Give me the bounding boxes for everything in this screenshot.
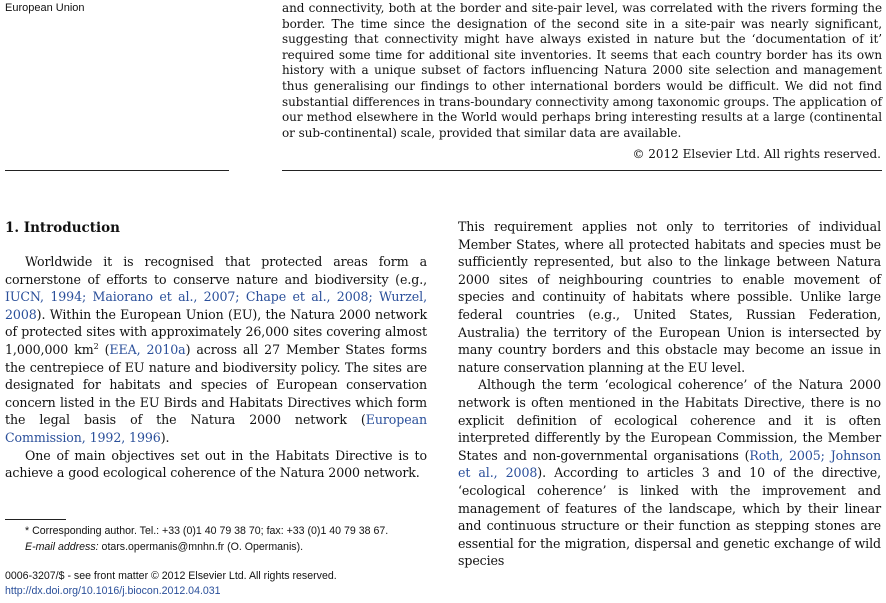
text-run: ). Within the European Union (EU), the Natura 2000 network of protected sites with approximately 26,000 sites covering almost 1,000,000 km (5, 306, 427, 357)
intro-paragraph-1 (5, 253, 427, 447)
front-matter (5, 569, 337, 599)
email-link[interactable]: otars.opermanis@mnhn.fr (101, 541, 225, 553)
issn-line: 0006-3207/$ - see front matter © 2012 Elsevier Ltd. All rights reserved. (5, 570, 337, 582)
text-run: Although the term ‘ecological coherence’ of the Natura 2000 network is often mentioned in the Habitats Directive, there is no explicit definition of ecological coherence and it is often interpreted differently by the European Commission, the Member States and non-governmental organisations ( (458, 377, 881, 463)
left-column (5, 253, 427, 482)
email-label: E-mail address: (25, 541, 99, 553)
footnote-line: * Corresponding author. Tel.: +33 (0)1 40 79 38 70; fax: +33 (0)1 40 79 38 67. (25, 525, 389, 537)
intro-paragraph-2: One of main objectives set out in the Habitats Directive is to achieve a good ecological coherence of the Natura 2000 network. (5, 447, 427, 481)
divider-left (5, 170, 229, 171)
text-run: ) across all 27 Member States forms the centrepiece of EU nature and biodiversity policy. The sites are designated for habitats and species of European conservation concern listed in the EU Birds and Habitats Directives which form the legal basis of the Natura 2000 network ( (5, 341, 428, 428)
text-run: ). According to articles 3 and 10 of the directive, ‘ecological coherence’ is linked with the improvement and management of features of the landscape, which by their linear and continuous structure or their function as stepping stones are essential for the migration, dispersal and genetic exchange of wild species (458, 465, 882, 569)
keywords-tail: European Union (5, 2, 85, 14)
right-paragraph-1: This requirement applies not only to territories of individual Member States, where all protected habitats and species must be sufficiently represented, but also to the linkage between Natura 2000 sites of neighbouring countries to enable movement of species and continuity of habitats where possible. Unlike large federal countries (e.g., United States, Russian Federation, Australia) the territory of the European Union is intersected by many country borders and this obstacle may become an issue in nature conservation planning at the EU level. (458, 219, 881, 375)
section-heading: 1. Introduction (5, 220, 120, 236)
right-column (458, 218, 881, 570)
divider-right (282, 170, 882, 171)
superscript: 2 (93, 341, 99, 351)
footnote-email-line (5, 539, 435, 555)
citation-link[interactable]: IUCN, 1994; Maiorano et al., 2007; Chape et al., 2008; Wurzel, 2008 (5, 289, 427, 322)
citation-link[interactable]: EEA, 2010a (109, 341, 186, 357)
text-run: Worldwide it is recognised that protected areas form a cornerstone of efforts to conserve nature and biodiversity (e.g., (5, 254, 427, 287)
abstract-copyright: © 2012 Elsevier Ltd. All rights reserved. (632, 147, 881, 161)
text-run: ( (98, 341, 110, 357)
text-run: ). (160, 429, 170, 445)
email-name: (O. Opermanis). (227, 541, 304, 553)
doi-link[interactable]: http://dx.doi.org/10.1016/j.biocon.2012.04.031 (5, 585, 221, 597)
abstract-text: and connectivity, both at the border and site-pair level, was correlated with the rivers forming the border. The time since the designation of the second site in a site-pair was nearly significant, suggesting that connectivity might have always existed in nature but the ‘documentation of it’ required some time for additional site inventories. It seems that each country border has its own history with a unique subset of factors influencing Natura 2000 site selection and management thus generalising our findings to other international borders would be difficult. We did not find substantial differences in trans-boundary connectivity among taxonomic groups. The application of our method elsewhere in the World would perhaps bring interesting results at a large (continental or sub-continental) scale, provided that similar data are available. (282, 1, 882, 140)
right-paragraph-2 (458, 376, 881, 570)
footnote (5, 523, 435, 555)
footnote-divider (5, 519, 66, 520)
citation-link[interactable]: European Commission, 1992, 1996 (5, 412, 427, 445)
citation-link[interactable]: Roth, 2005; Johnson et al., 2008 (458, 447, 881, 481)
